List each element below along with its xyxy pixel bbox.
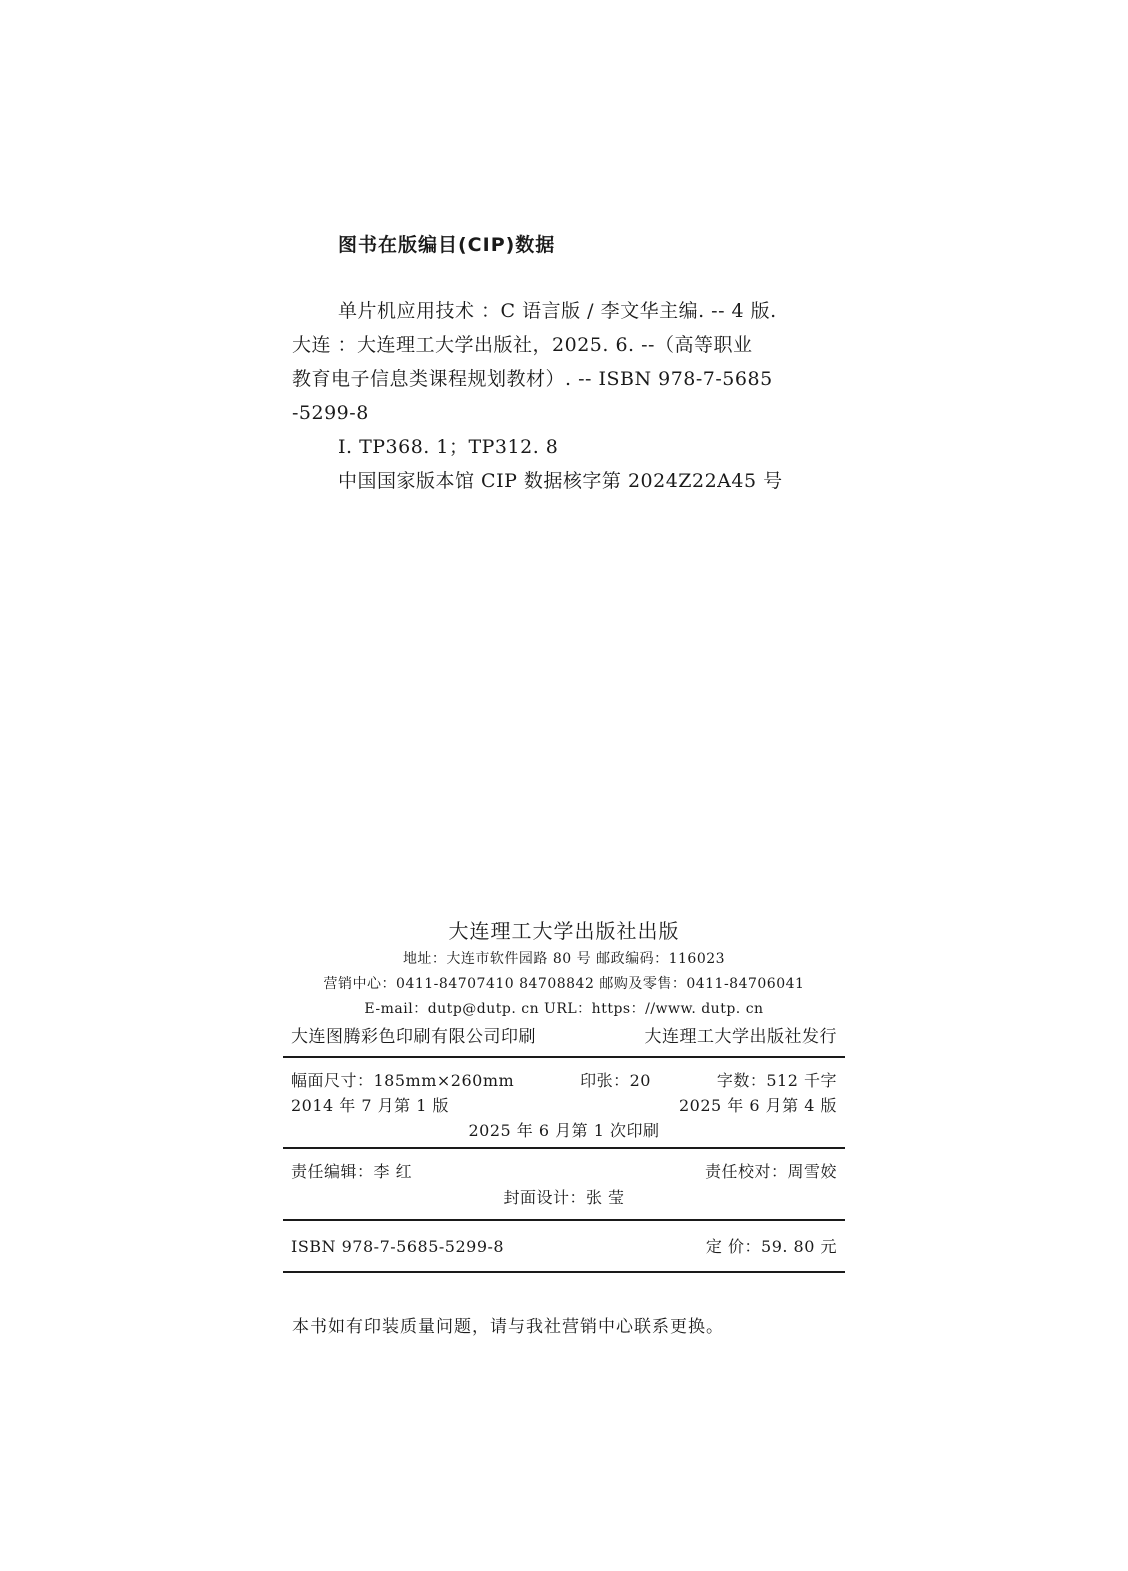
cover-designer: 封面设计：张 莹 <box>503 1188 625 1207</box>
quality-notice: 本书如有印装质量问题，请与我社营销中心联系更换。 <box>292 1317 724 1337</box>
print-sheets: 印张：20 <box>580 1071 651 1090</box>
cip-line-title: 单片机应用技术 ：C 语言版 / 李文华主编. -- 4 版. <box>338 300 777 322</box>
edition-row <box>291 1093 837 1118</box>
publisher-sales: 营销中心：0411-84707410 84708842 邮购及零售：0411-84706041 <box>323 976 805 992</box>
price: 定 价：59. 80 元 <box>705 1237 837 1256</box>
first-edition: 2014 年 7 月第 1 版 <box>291 1096 450 1115</box>
current-edition: 2025 年 6 月第 4 版 <box>678 1096 837 1115</box>
colophon <box>283 915 845 1273</box>
format-size: 幅面尺寸：185mm×260mm <box>291 1071 515 1090</box>
word-count: 字数：512 千字 <box>716 1071 837 1090</box>
publisher-contact: E-mail：dutp@dutp. cn URL：https：//www. dutp. cn <box>364 1001 764 1017</box>
specifications <box>283 1058 845 1147</box>
cip-heading: 图书在版编目(CIP)数据 <box>338 234 556 256</box>
distributor: 大连理工大学出版社发行 <box>644 1027 837 1047</box>
cip-line-classification: Ⅰ. TP368. 1；TP312. 8 <box>338 436 559 458</box>
publisher-line: 大连理工大学出版社出版 <box>448 919 680 943</box>
responsible-proofreader: 责任校对：周雪姣 <box>704 1162 837 1181</box>
publisher-address: 地址：大连市软件园路 80 号 邮政编码：116023 <box>402 951 726 967</box>
printer: 大连图腾彩色印刷有限公司印刷 <box>291 1027 536 1047</box>
cip-line-isbn-cont: -5299-8 <box>292 402 369 424</box>
isbn-price-row <box>283 1221 845 1271</box>
spec-row <box>291 1068 837 1093</box>
cip-record <box>292 294 852 498</box>
divider <box>283 1271 845 1273</box>
staff-credits <box>283 1149 845 1219</box>
isbn: ISBN 978-7-5685-5299-8 <box>291 1237 505 1256</box>
editor-row <box>291 1159 837 1185</box>
cip-line-series: 教育电子信息类课程规划教材）. -- ISBN 978-7-5685 <box>292 368 773 390</box>
responsible-editor: 责任编辑：李 红 <box>291 1162 413 1181</box>
cip-line-publisher: 大连 ：大连理工大学出版社，2025. 6. --（高等职业 <box>292 334 753 356</box>
print-distribution-row <box>283 1022 845 1056</box>
printing-info: 2025 年 6 月第 1 次印刷 <box>468 1121 660 1140</box>
cip-line-verification: 中国国家版本馆 CIP 数据核字第 2024Z22A45 号 <box>338 470 783 492</box>
